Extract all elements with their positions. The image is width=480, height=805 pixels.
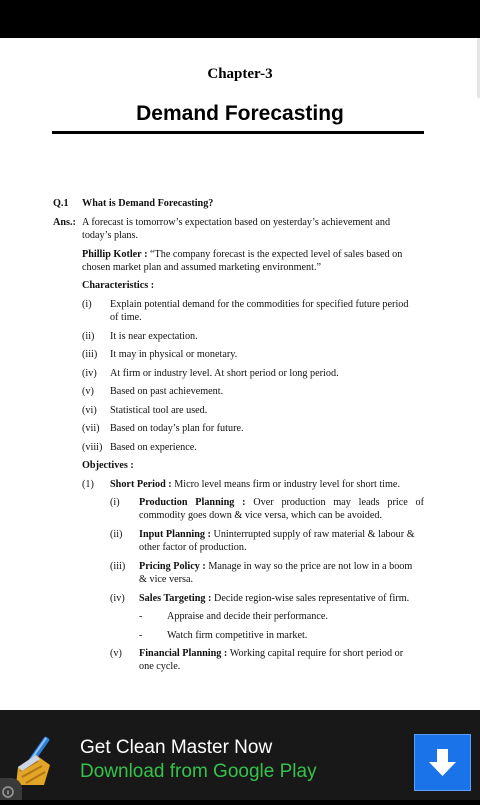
- list-item: Based on experience.: [110, 442, 197, 453]
- sub-item: [139, 592, 409, 605]
- dash-item: Watch firm competitive in market.: [167, 630, 308, 641]
- sub-item-text: Decide region-wise sales representative of firm.: [214, 593, 410, 604]
- sub-item-text: Over production may leads price of: [253, 497, 425, 508]
- sub-item-label: Input Planning :: [139, 529, 211, 540]
- sub-item: [139, 528, 415, 541]
- objective-item: [110, 478, 400, 491]
- sub-item-cont: one cycle.: [139, 661, 181, 672]
- ad-info-icon[interactable]: [0, 778, 22, 800]
- status-bar: [0, 0, 480, 38]
- list-item-number: (iv): [82, 368, 97, 379]
- chapter-label: Chapter-3: [207, 66, 273, 82]
- list-item-number: (vi): [82, 405, 97, 416]
- list-item-number: (vii): [82, 423, 100, 434]
- list-item: At firm or industry level. At short period or long period.: [110, 368, 339, 379]
- list-item: Explain potential demand for the commodities for specified future period: [110, 299, 409, 310]
- sub-item-label: Sales Targeting :: [139, 593, 212, 604]
- list-item: It is near expectation.: [110, 331, 198, 342]
- sub-item: [139, 496, 424, 509]
- list-item: Based on past achievement.: [110, 386, 224, 397]
- sub-item-text: Working capital require for short period or: [229, 648, 404, 659]
- dash-item: Appraise and decide their performance.: [167, 611, 328, 622]
- objective-number: (1): [82, 479, 94, 490]
- objective-text: Micro level means firm or industry level for short time.: [174, 479, 401, 490]
- list-item: Based on today’s plan for future.: [110, 423, 244, 434]
- list-item-number: (i): [82, 299, 92, 310]
- kotler-text: “The company forecast is the expected level of sales based on: [150, 249, 403, 260]
- page-title: Demand Forecasting: [136, 102, 344, 125]
- title-divider: [52, 131, 424, 134]
- sub-item-number: (iv): [110, 593, 125, 604]
- sub-item-label: Financial Planning :: [139, 648, 228, 659]
- dash-bullet: -: [139, 611, 143, 622]
- sub-item-text: Manage in way so the price are not low in a boom: [208, 561, 413, 572]
- download-arrow-icon: [415, 735, 470, 790]
- ad-headline[interactable]: Get Clean Master Now: [80, 737, 273, 758]
- list-item: Statistical tool are used.: [110, 405, 208, 416]
- answer-label: Ans.:: [53, 217, 76, 228]
- kotler-text-cont: chosen market plan and assumed marketing environment.”: [82, 262, 322, 273]
- characteristics-heading: Characteristics :: [82, 280, 155, 291]
- question-text: What is Demand Forecasting?: [82, 198, 214, 209]
- sub-item-cont: other factor of production.: [139, 542, 247, 553]
- answer-line: A forecast is tomorrow’s expectation based on yesterday’s achievement and: [82, 217, 391, 228]
- dash-bullet: -: [139, 630, 143, 641]
- sub-item-label: Production Planning :: [139, 497, 246, 508]
- list-item-number: (iii): [82, 349, 98, 360]
- sub-item-text: Uninterrupted supply of raw material & labour &: [213, 529, 415, 540]
- kotler-label: Phillip Kotler :: [82, 249, 148, 260]
- sub-item: [139, 560, 412, 573]
- kotler-definition: [82, 248, 402, 261]
- list-item: It may in physical or monetary.: [110, 349, 238, 360]
- sub-item: [139, 647, 403, 660]
- sub-item-number: (ii): [110, 529, 123, 540]
- sub-item-label: Pricing Policy :: [139, 561, 206, 572]
- sub-item-number: (iii): [110, 561, 126, 572]
- objectives-heading: Objectives :: [82, 460, 134, 471]
- sub-item-cont: & vice versa.: [139, 574, 194, 585]
- answer-line: today’s plans.: [82, 230, 139, 241]
- list-item-number: (viii): [82, 442, 103, 453]
- ad-subline[interactable]: Download from Google Play: [80, 761, 317, 782]
- list-item-number: (ii): [82, 331, 95, 342]
- sub-item-cont: commodity goes down & vice versa, which can be avoided.: [139, 510, 383, 521]
- list-item-cont: of time.: [110, 312, 142, 323]
- sub-item-number: (i): [110, 497, 120, 508]
- sub-item-number: (v): [110, 648, 122, 659]
- list-item-number: (v): [82, 386, 94, 397]
- question-number: Q.1: [53, 198, 69, 209]
- ad-download-button[interactable]: [414, 734, 471, 791]
- objective-label: Short Period :: [110, 479, 172, 490]
